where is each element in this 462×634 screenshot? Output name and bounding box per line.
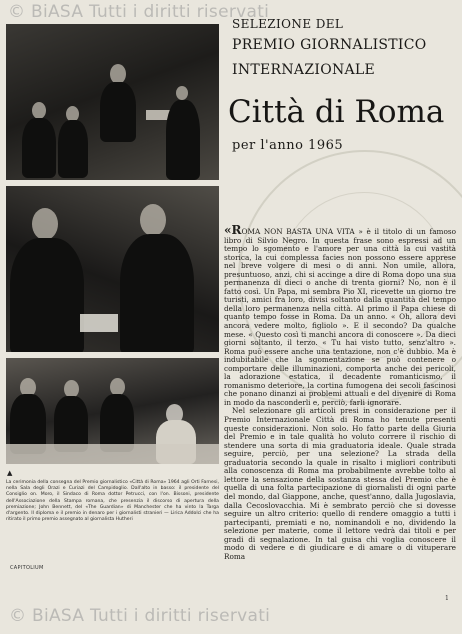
paragraph-1-text: OMA NON BASTA UNA VITA » è il titolo di un famoso libro di Silvio Negro. In questa frase sono espressi ad un tempo lo sgomento e l'amore per una città la cui vastità storica, la cui complessa facies non possono essere apprese nel breve volgere di mesi o di anni. Non umile, allora, presuntuoso, anzi, chi si accinge a dire di Roma dopo una sua permanenza di dieci o anche di trenta giorni? No, non è il fatto così. Un Papa, mi sembra Pio XI, ricevette un giorno tre turisti, amici fra loro, divisi soltanto dalla quantità del tempo della loro permanenza nella città. Al primo il Papa chiese di quanto tempo fosse in Roma. Da un anno. « Oh, allora devi ancora vedere molto, figliolo ». E il secondo? Da qualche mese. « Questo così ti manchi ancora di conoscere ». Da dieci giorni soltanto, il terzo. « Tu hai visto tutto, senz'altro ». Roma può essere anche una tentazione, non c'è dubbio. Ma è indubitabile che la sgomentazione se può contenere o comportare delle illuminazioni, comporta anche dei pericoli, la adorazione estatica, il decadente romanticismo, il romanismo deteriore, la cortina fumogena dei secoli fascinosi che ponano dinanzi ai problemi attuali e del divenire di Roma in modo da nasconderli e, perciò, farli ignorare. (224, 227, 456, 407)
article-dropcap: «R (224, 223, 242, 237)
page-number: 1 (445, 595, 449, 602)
photo-award-handover (6, 186, 219, 352)
caption-marker: ▲ (7, 469, 13, 477)
header-line-2: PREMIO GIORNALISTICO (232, 37, 427, 53)
article-body (224, 223, 456, 561)
header-line-1: SELEZIONE DEL (232, 17, 344, 31)
magazine-footer-label: CAPITOLIUM (10, 565, 44, 571)
header-line-3: INTERNAZIONALE (232, 62, 376, 78)
article-paragraph-1 (224, 223, 456, 407)
watermark-top: © BiASA Tutti i diritti riservati (8, 2, 270, 22)
article-title: Città di Roma (228, 94, 445, 130)
photo-caption: La cerimonia della consegna del Premio giornalistico «Città di Roma» 1964 agli Orti Farnesi, nella Sala degli Orazi e Curiazi del Campidoglio. Dall'alto in basso: il presidente del Consiglio on. Moro, il Sindaco di Roma dottor Petrucci, con l'on. Bissoni, presidente dell'Associazione della Stampa romana, che presenzia il discorso di apertura della premiazione; John Bennett, del «The Guardian» di Manchester che ha vinto la Targa d'argento. Il diploma e il premio in denaro per i giornalisti stranieri — Lirica Addolci che ha ritirato il primo premio assegnato al giornalista Hutheri (6, 480, 219, 523)
photo-presentation-table (6, 358, 219, 464)
article-subtitle: per l'anno 1965 (232, 138, 344, 153)
watermark-bottom: © BiASA Tutti i diritti riservati (9, 606, 271, 626)
photo-ceremony-podium (6, 24, 219, 180)
article-paragraph-2: Nel selezionare gli articoli presi in considerazione per il Premio Internazionale Città di Roma ho tenute presenti queste considerazioni. Non solo. Ho fatto parte della Giuria del Premio e in tale qualità ho voluto correre il rischio di stendere una sorta di mia graduatoria ideale. Quale strada seguire, perciò, per una selezione? La strada della graduatoria secondo la quale in risalto i migliori contributi alla conoscenza di Roma ma probabilmente avrebbe tolto al lettore la sensazione della sostanza stessa del Premio che è quella di una folta partecipazione di giornalisti di ogni parte del mondo, dal Giappone, anche, quest'anno, dalla Jugoslavia, dalla Cecoslovacchia. Mi è sembrato perciò che si dovesse seguire un altro criterio: quello di rendere omaggio a tutti i partecipanti, premiati e no, nominandoli e no, dividendo la selezione per materie, come il lettore vedrà dai titoli e per gradi di segnalazione. In tal guisa chi voglia conoscere il modo di vedere e di giudicare e di amare o di vituperare Roma (224, 406, 456, 561)
